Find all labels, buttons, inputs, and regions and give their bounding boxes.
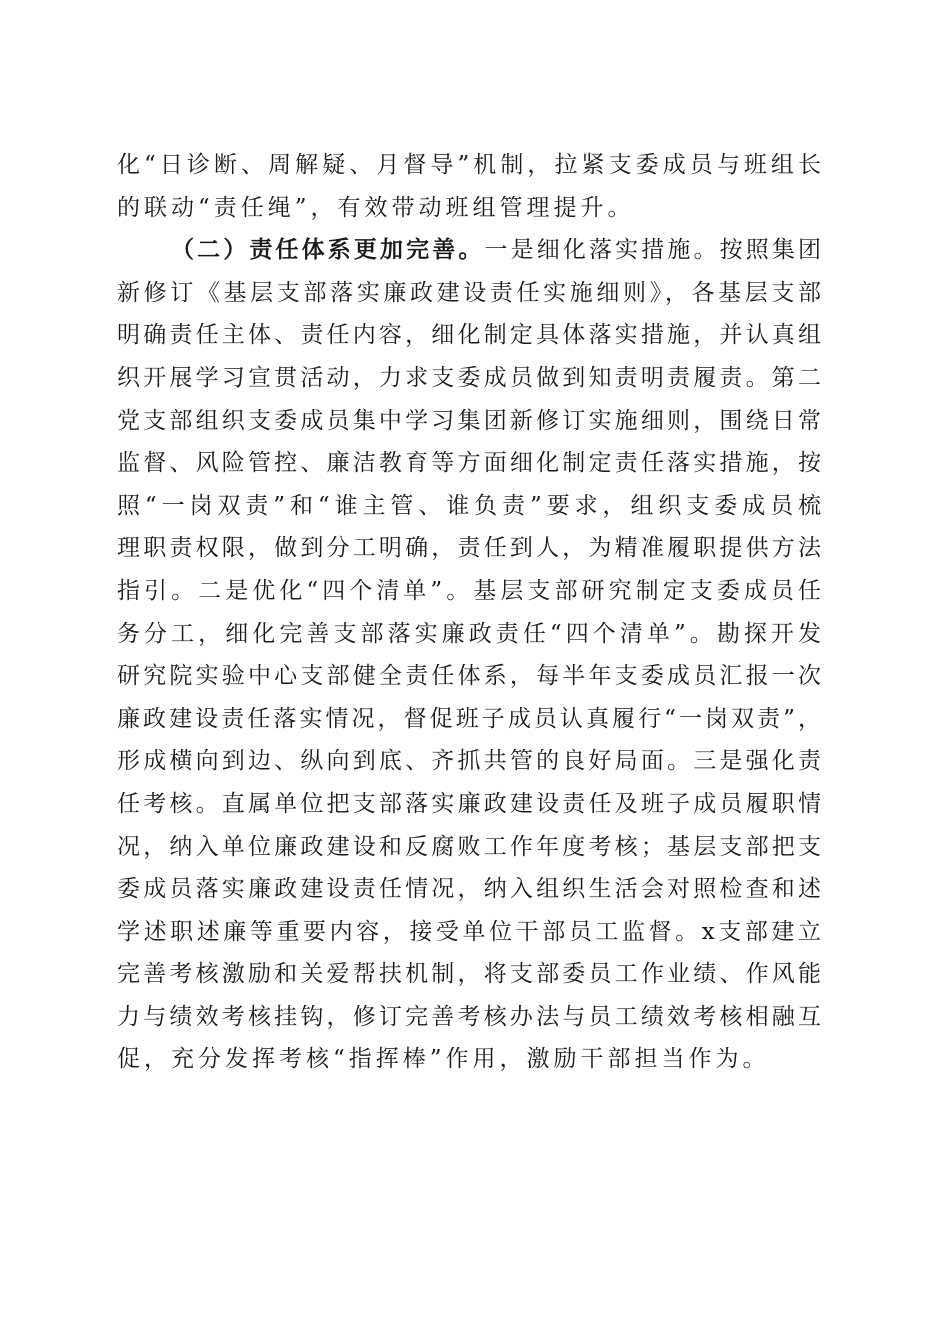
text-line: 照“一岗双责”和“谁主管、谁负责”要求，组织支委成员梳: [117, 492, 821, 519]
text-line: 织开展学习宣贯活动，力求支委成员做到知责明责履责。第二: [117, 364, 821, 391]
text-line: 促，充分发挥考核“指挥棒”作用，激励干部担当作为。: [117, 1046, 770, 1073]
text-line: 指引。二是优化“四个清单”。基层支部研究制定支委成员任: [117, 577, 821, 604]
paragraph-1: [117, 144, 821, 229]
text-line: 况，纳入单位廉政建设和反腐败工作年度考核；基层支部把支: [117, 833, 821, 860]
text-line: 研究院实验中心支部健全责任体系，每半年支委成员汇报一次: [117, 663, 821, 690]
text-line: 委成员落实廉政建设责任情况，纳入组织生活会对照检查和述: [117, 876, 821, 903]
document-body: [117, 144, 821, 1081]
text-line: 形成横向到边、纵向到底、齐抓共管的良好局面。三是强化责: [117, 748, 821, 775]
text-line: 党支部组织支委成员集中学习集团新修订实施细则，围绕日常: [117, 407, 821, 434]
text-line: 廉政建设责任落实情况，督促班子成员认真履行“一岗双责”，: [117, 705, 821, 732]
text-line: 新修订《基层支部落实廉政建设责任实施细则》，各基层支部: [117, 279, 821, 306]
text-line: 明确责任主体、责任内容，细化制定具体落实措施，并认真组: [117, 322, 821, 349]
text-line: [117, 229, 821, 272]
text-run: 一是细化落实措施。按照集团: [484, 237, 821, 264]
text-line: 完善考核激励和关爱帮扶机制，将支部委员工作业绩、作风能: [117, 961, 821, 988]
text-line: 务分工，细化完善支部落实廉政责任“四个清单”。勘探开发: [117, 620, 821, 647]
text-line: 任考核。直属单位把支部落实廉政建设责任及班子成员履职情: [117, 790, 821, 817]
paragraph-2: [117, 229, 821, 1081]
text-line: 学述职述廉等重要内容，接受单位干部员工监督。x支部建立: [117, 918, 821, 945]
text-line: 化“日诊断、周解疑、月督导”机制，拉紧支委成员与班组长: [117, 152, 821, 178]
text-line: 力与绩效考核挂钩，修订完善考核办法与员工绩效考核相融互: [117, 1003, 821, 1030]
text-line: 监督、风险管控、廉洁教育等方面细化制定责任落实措施，按: [117, 450, 821, 477]
section-heading: （二）责任体系更加完善。: [171, 236, 485, 264]
text-line: 理职责权限，做到分工明确，责任到人，为精准履职提供方法: [117, 535, 821, 562]
text-line: 的联动“责任绳”，有效带动班组管理提升。: [117, 194, 635, 221]
